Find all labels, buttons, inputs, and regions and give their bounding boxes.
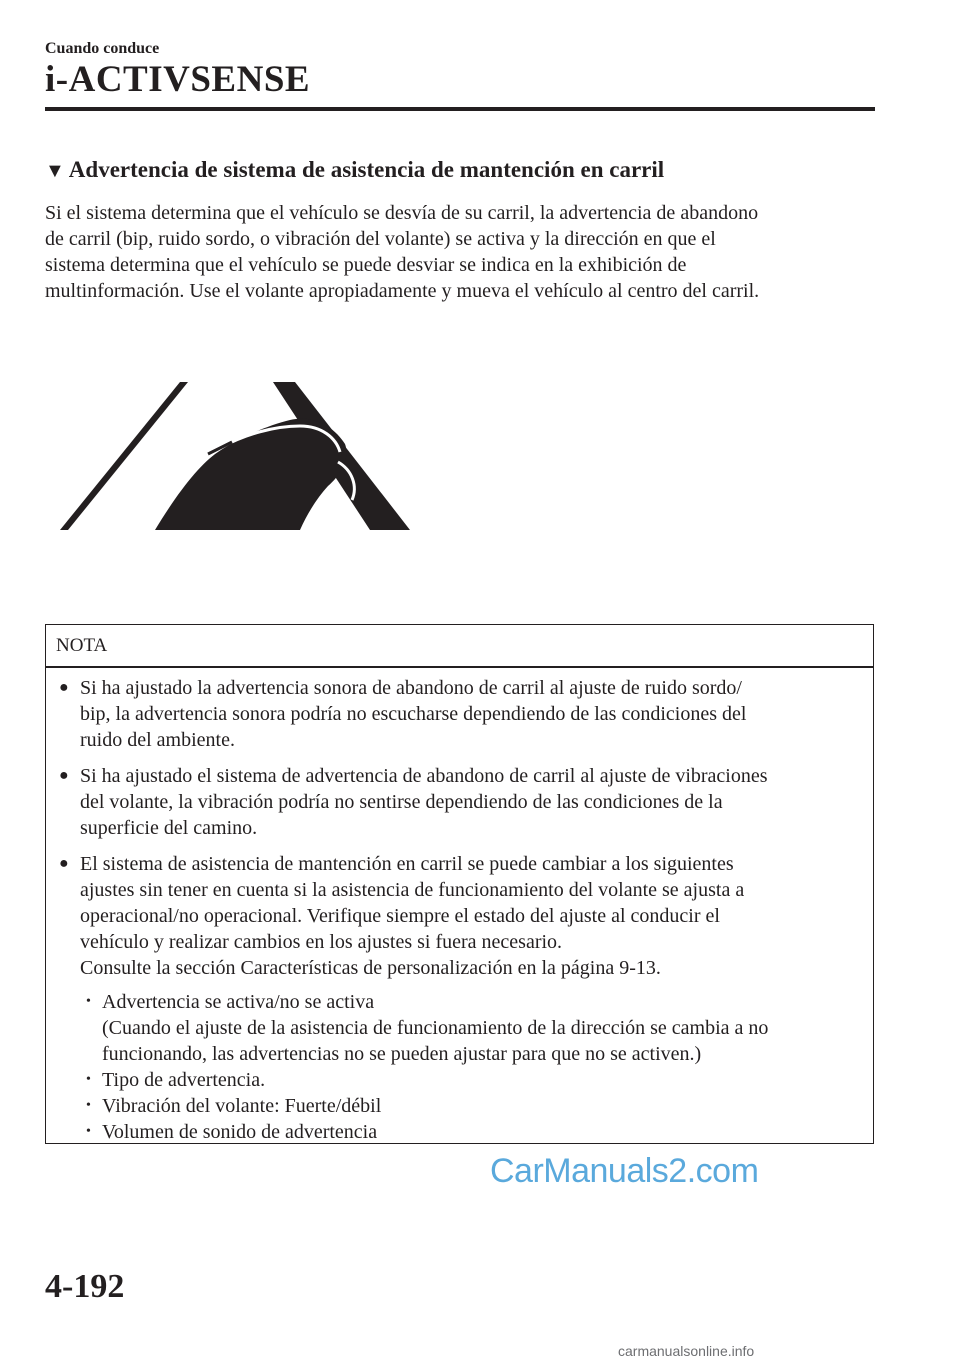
page-number: 4-192 bbox=[45, 1268, 125, 1305]
sub-line: funcionando, las advertencias no se pueden ajustar para que no se activen.) bbox=[102, 1043, 702, 1065]
note-line: Si ha ajustado la advertencia sonora de abandono de carril al ajuste de ruido sordo/ bbox=[80, 677, 742, 699]
body-line: Si el sistema determina que el vehículo se desvía de su carril, la advertencia de abandono bbox=[45, 202, 759, 224]
heading-title: Advertencia de sistema de asistencia de mantención en carril bbox=[68, 157, 665, 182]
bullet-icon: ● bbox=[59, 679, 69, 696]
note-line: vehículo y realizar cambios en los ajustes si fuera necesario. bbox=[80, 931, 563, 953]
lane-warning-illustration bbox=[60, 382, 412, 532]
note-item bbox=[46, 851, 873, 1145]
note-line: bip, la advertencia sonora podría no escucharse dependiendo de las condiciones del bbox=[80, 703, 747, 725]
sub-list bbox=[80, 989, 863, 1145]
bullet-icon: ● bbox=[59, 767, 69, 784]
note-line: Si ha ajustado el sistema de advertencia de abandono de carril al ajuste de vibraciones bbox=[80, 765, 768, 787]
heading-marker-icon: ▼ bbox=[45, 160, 65, 182]
sub-bullet-icon: • bbox=[86, 1072, 91, 1087]
body-paragraph bbox=[45, 200, 875, 304]
sub-line: Tipo de advertencia. bbox=[102, 1069, 266, 1091]
note-list bbox=[46, 675, 873, 1155]
note-line: superficie del camino. bbox=[80, 817, 258, 839]
sub-line: Advertencia se activa/no se activa bbox=[102, 991, 375, 1013]
body-line: sistema determina que el vehículo se puede desviar se indica en la exhibición de bbox=[45, 254, 687, 276]
note-line: Consulte la sección Características de personalización en la página 9-13. bbox=[80, 957, 661, 979]
section-label: Cuando conduce bbox=[45, 40, 160, 57]
footer-site-link[interactable]: carmanualsonline.info bbox=[618, 1343, 755, 1359]
bullet-icon: ● bbox=[59, 855, 69, 872]
sub-item bbox=[80, 989, 863, 1067]
note-line: ajustes sin tener en cuenta si la asistencia de funcionamiento del volante se ajusta a bbox=[80, 879, 745, 901]
sub-bullet-icon: • bbox=[86, 994, 91, 1009]
section-heading bbox=[45, 157, 664, 183]
sub-line: Vibración del volante: Fuerte/débil bbox=[102, 1095, 382, 1117]
note-line: del volante, la vibración podría no sentirse dependiendo de las condiciones de la bbox=[80, 791, 723, 813]
sub-item bbox=[80, 1093, 863, 1119]
body-line: de carril (bip, ruido sordo, o vibración del volante) se activa y la dirección en que el bbox=[45, 228, 716, 250]
note-line: ruido del ambiente. bbox=[80, 729, 235, 751]
watermark-link[interactable]: CarManuals2.com bbox=[490, 1152, 759, 1190]
note-item bbox=[46, 675, 873, 753]
sub-line: Volumen de sonido de advertencia bbox=[102, 1121, 378, 1143]
note-line: El sistema de asistencia de mantención en carril se puede cambiar a los siguientes bbox=[80, 853, 734, 875]
left-lane-line bbox=[60, 382, 188, 530]
chapter-title: i-ACTIVSENSE bbox=[45, 59, 311, 100]
body-line: multinformación. Use el volante apropiadamente y mueva el vehículo al centro del carril. bbox=[45, 280, 760, 302]
sub-bullet-icon: • bbox=[86, 1098, 91, 1113]
note-line: operacional/no operacional. Verifique siempre el estado del ajuste al conducir el bbox=[80, 905, 720, 927]
sub-line: (Cuando el ajuste de la asistencia de funcionamiento de la dirección se cambia a no bbox=[102, 1017, 769, 1039]
note-box bbox=[45, 624, 874, 1144]
note-divider bbox=[46, 666, 873, 668]
sub-bullet-icon: • bbox=[86, 1124, 91, 1139]
sub-item bbox=[80, 1119, 863, 1145]
header-rule bbox=[45, 107, 875, 111]
note-title: NOTA bbox=[56, 635, 108, 656]
note-item bbox=[46, 763, 873, 841]
sub-item bbox=[80, 1067, 863, 1093]
